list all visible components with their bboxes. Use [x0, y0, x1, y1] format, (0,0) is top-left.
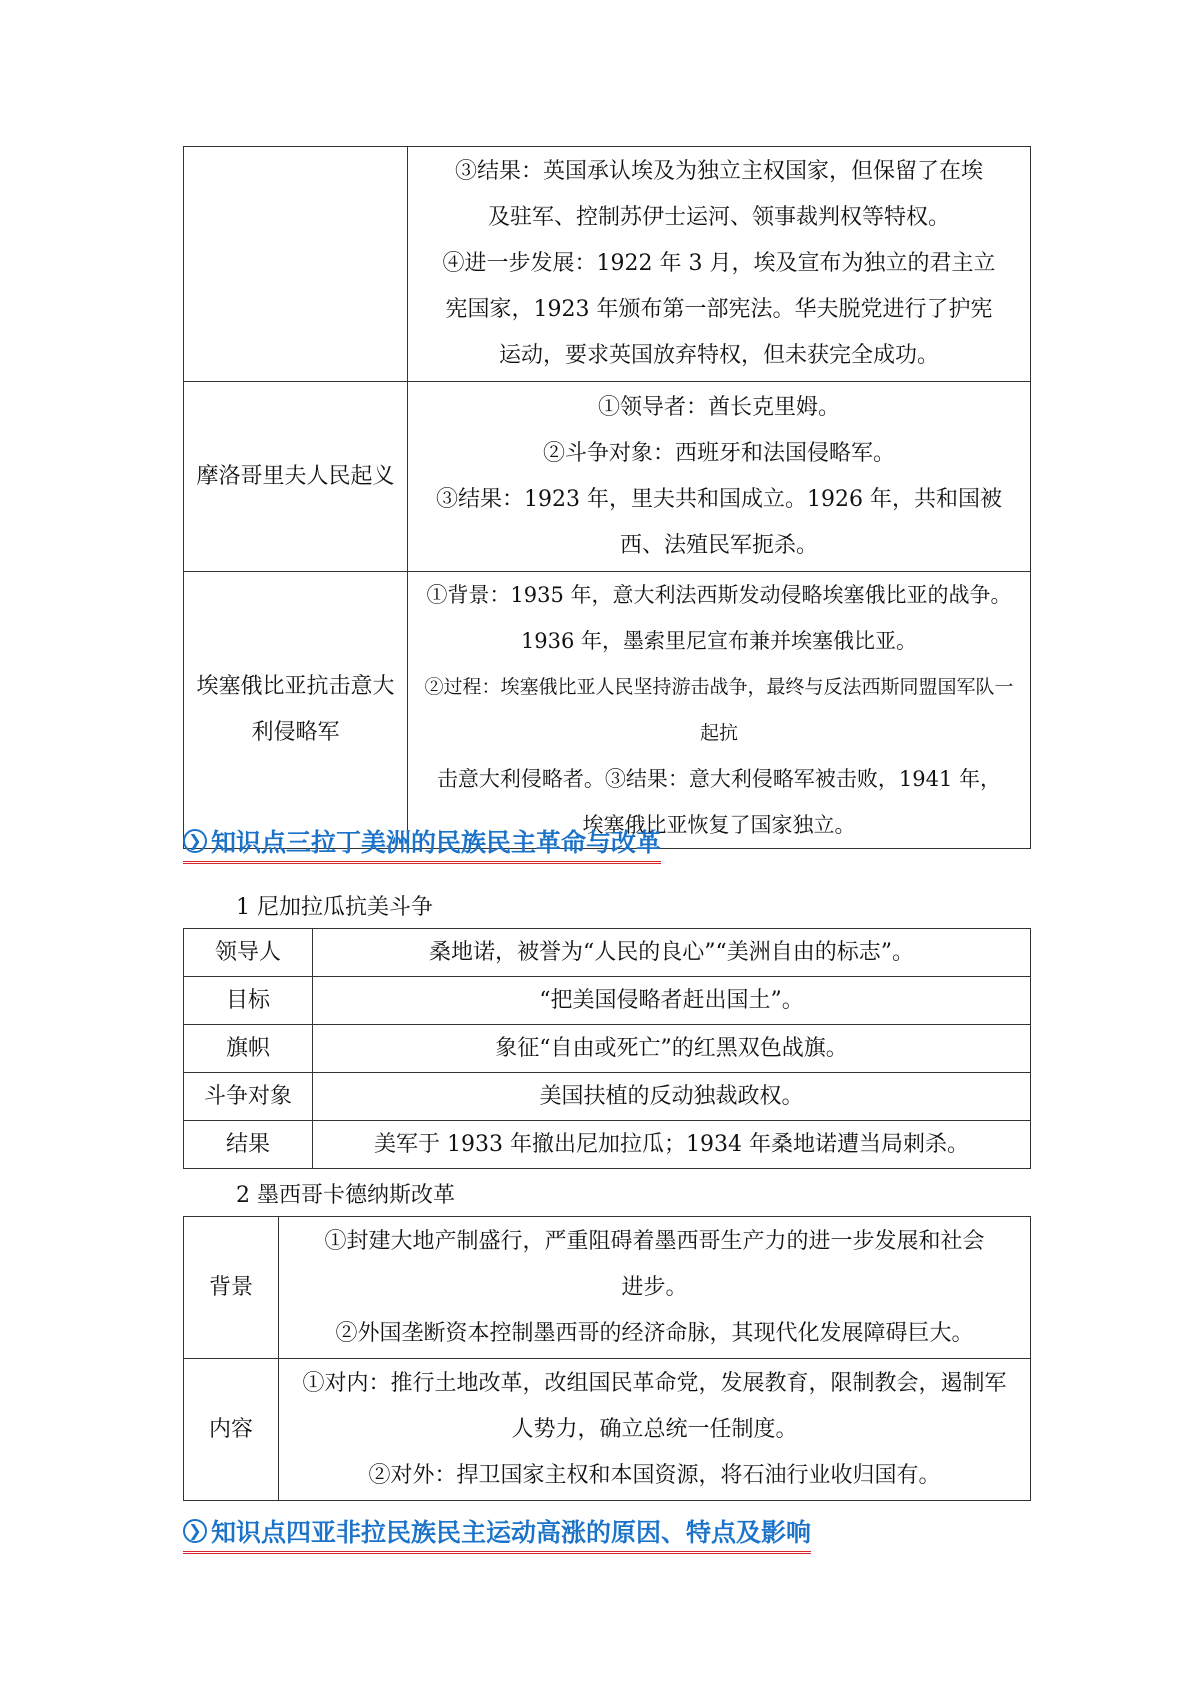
table-row: [184, 1121, 1031, 1169]
content-line: 西、法殖民军扼杀。: [619, 532, 818, 558]
row-label: [184, 147, 408, 382]
table-row: [184, 1073, 1031, 1121]
content-line: ③结果：1923 年，里夫共和国成立。1926 年，共和国被: [436, 486, 1002, 512]
content-line: ①封建大地产制盛行，严重阻碍着墨西哥生产力的进一步发展和社会: [324, 1228, 985, 1254]
table-row: [184, 1217, 1031, 1359]
subsection-title: 2 墨西哥卡德纳斯改革: [236, 1183, 455, 1208]
content-line: ①背景：1935 年，意大利法西斯发动侵略埃塞俄比亚的战争。: [426, 583, 1012, 607]
nicaragua-table: [183, 928, 1031, 1169]
row-label: 领导人: [184, 929, 313, 977]
table-row: [184, 147, 1031, 382]
row-label: 摩洛哥里夫人民起义: [184, 382, 408, 572]
table-row: [184, 1025, 1031, 1073]
section-heading-text: 知识点四亚非拉民族民主运动高涨的原因、特点及影响: [211, 1518, 812, 1547]
content-line: ②过程：埃塞俄比亚人民坚持游击战争，最终与反法西斯同盟国军队一起抗: [424, 676, 1014, 744]
row-value: 美军于 1933 年撤出尼加拉瓜；1934 年桑地诺遭当局刺杀。: [313, 1121, 1031, 1169]
content-line: 埃塞俄比亚恢复了国家独立。: [582, 813, 856, 837]
table-row: [184, 977, 1031, 1025]
content-line: 人势力，确立总统一任制度。: [511, 1416, 798, 1442]
content-line: 及驻军、控制苏伊士运河、领事裁判权等特权。: [487, 205, 950, 230]
row-content: [408, 572, 1031, 849]
content-line: ②对外：捍卫国家主权和本国资源，将石油行业收归国有。: [368, 1462, 941, 1488]
mexico-reform-table: [183, 1216, 1031, 1501]
content-line: ④进一步发展：1922 年 3 月，埃及宣布为独立的君主立: [442, 251, 996, 276]
content-line: 进步。: [621, 1274, 688, 1300]
row-value: “把美国侵略者赶出国土”。: [313, 977, 1031, 1025]
row-content: [279, 1217, 1031, 1359]
table-row: [184, 382, 1031, 572]
row-label: 斗争对象: [184, 1073, 313, 1121]
content-line: ③结果：英国承认埃及为独立主权国家，但保留了在埃: [454, 159, 983, 184]
row-value: 桑地诺，被誉为“人民的良心”“美洲自由的标志”。: [313, 929, 1031, 977]
row-label: 背景: [184, 1217, 279, 1359]
africa-movements-table: [183, 146, 1031, 849]
table-row: [184, 572, 1031, 849]
row-label: 埃塞俄比亚抗击意大利侵略军: [184, 572, 408, 849]
content-line: ①对内：推行土地改革，改组国民革命党，发展教育，限制教会，遏制军: [302, 1370, 1007, 1396]
content-line: 宪国家，1923 年颁布第一部宪法。华夫脱党进行了护宪: [445, 297, 993, 322]
row-label: 结果: [184, 1121, 313, 1169]
table-row: [184, 1359, 1031, 1501]
content-line: 击意大利侵略者。③结果：意大利侵略军被击败，1941 年，: [436, 767, 1002, 791]
row-content: [279, 1359, 1031, 1501]
content-line: ①领导者：酋长克里姆。: [597, 394, 840, 420]
row-content: [408, 147, 1031, 382]
content-line: 运动，要求英国放弃特权，但未获完全成功。: [498, 343, 939, 368]
content-line: ②斗争对象：西班牙和法国侵略军。: [542, 440, 895, 466]
row-value: 美国扶植的反动独裁政权。: [313, 1073, 1031, 1121]
row-value: 象征“自由或死亡”的红黑双色战旗。: [313, 1025, 1031, 1073]
row-label: 目标: [184, 977, 313, 1025]
content-line: ②外国垄断资本控制墨西哥的经济命脉，其现代化发展障碍巨大。: [335, 1320, 974, 1346]
row-label: 内容: [184, 1359, 279, 1501]
section-heading-text: 知识点三拉丁美洲的民族民主革命与改革: [211, 828, 662, 857]
subsection-title: 1 尼加拉瓜抗美斗争: [236, 895, 433, 920]
circle-chevron-icon: ❯: [183, 1519, 207, 1543]
section-heading: [183, 1513, 811, 1554]
section-heading: [183, 823, 661, 864]
content-line: 1936 年，墨索里尼宣布兼并埃塞俄比亚。: [520, 629, 918, 653]
circle-chevron-icon: ❯: [183, 829, 207, 853]
row-label: 旗帜: [184, 1025, 313, 1073]
row-content: [408, 382, 1031, 572]
table-row: [184, 929, 1031, 977]
